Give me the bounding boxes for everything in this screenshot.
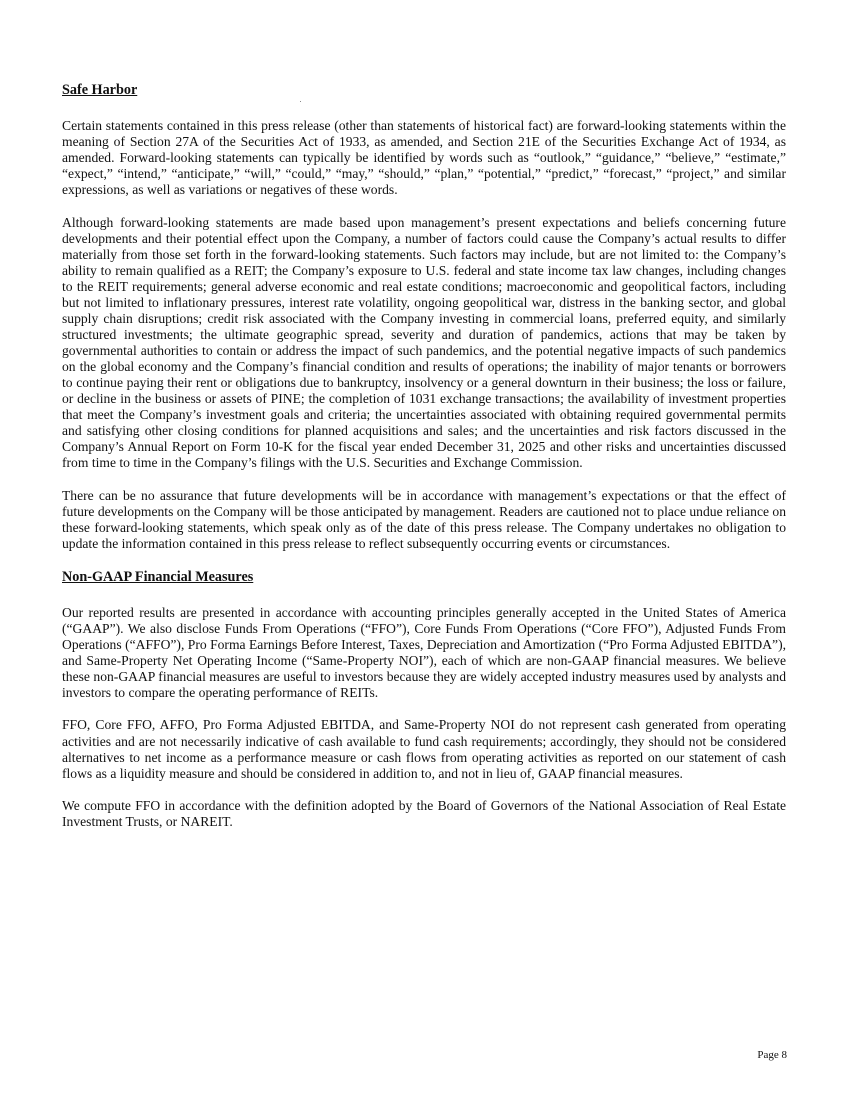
document-page: [62, 82, 786, 847]
paragraph: Although forward-looking statements are made based upon management’s present expectations and beliefs concerning future developments and their potential effect upon the Company, a number of factors could cause the Company’s actual results to differ materially from those set forth in the forward-looking statements. Such factors may include, but are not limited to: the Company’s ability to remain qualified as a REIT; the Company’s exposure to U.S. federal and state income tax law changes, including changes to the REIT requirements; general adverse economic and real estate conditions; macroeconomic and geopolitical factors, including but not limited to inflationary pressures, interest rate volatility, ongoing geopolitical war, distress in the banking sector, and global supply chain disruptions; credit risk associated with the Company investing in commercial loans, preferred equity, and similarly structured investments; the ultimate geographic spread, severity and duration of pandemics, actions that may be taken by governmental authorities to contain or address the impact of such pandemics, and the potential negative impacts of such pandemics on the global economy and the Company’s financial condition and results of operations; the inability of major tenants or borrowers to continue paying their rent or obligations due to bankruptcy, insolvency or a general downturn in their business; the loss or failure, or decline in the business or assets of PINE; the completion of 1031 exchange transactions; the availability of investment properties that meet the Company’s investment goals and criteria; the uncertainties associated with obtaining required governmental permits and satisfying other closing conditions for planned acquisitions and sales; and the uncertainties and risk factors discussed in the Company’s Annual Report on Form 10-K for the fiscal year ended December 31, 2025 and other risks and uncertainties discussed from time to time in the Company’s filings with the U.S. Securities and Exchange Commission.: [62, 214, 786, 471]
section-non-gaap: [62, 569, 786, 831]
paragraph: FFO, Core FFO, AFFO, Pro Forma Adjusted EBITDA, and Same-Property NOI do not represent cash generated from operating activities and are not necessarily indicative of cash available to fund cash requirements; accordingly, they should not be considered alternatives to net income as a performance measure or cash flows from operating activities as reported on our statement of cash flows as a liquidity measure and should be considered in addition to, and not in lieu of, GAAP financial measures.: [62, 717, 786, 781]
section-heading: Non-GAAP Financial Measures: [62, 568, 254, 585]
paragraph: Our reported results are presented in accordance with accounting principles generally accepted in the United States of America (“GAAP”). We also disclose Funds From Operations (“FFO”), Core Funds From Operations (“Core FFO”), Adjusted Funds From Operations (“AFFO”), Pro Forma Earnings Before Interest, Taxes, Depreciation and Amortization (“Pro Forma Adjusted EBITDA”), and Same-Property Net Operating Income (“Same-Property NOI”), each of which are non-GAAP financial measures. We believe these non-GAAP financial measures are useful to investors because they are widely accepted industry measures used by analysts and investors to compare the operating performance of REITs.: [62, 604, 786, 700]
paragraph: There can be no assurance that future developments will be in accordance with management’s expectations or that the effect of future developments on the Company will be those anticipated by management. Readers are cautioned not to place undue reliance on these forward-looking statements, which speak only as of the date of this press release. The Company undertakes no obligation to update the information contained in this press release to reflect subsequently occurring events or circumstances.: [62, 487, 786, 552]
section-safe-harbor: [62, 82, 786, 552]
paragraph: We compute FFO in accordance with the definition adopted by the Board of Governors of the National Association of Real Estate Investment Trusts, or NAREIT.: [62, 798, 786, 830]
paragraph: Certain statements contained in this press release (other than statements of historical fact) are forward-looking statements within the meaning of Section 27A of the Securities Act of 1933, as amended, and Section 21E of the Securities Exchange Act of 1934, as amended. Forward-looking statements can typically be identified by words such as “outlook,” “guidance,” “believe,” “estimate,” “expect,” “intend,” “anticipate,” “will,” “could,” “may,” “should,” “plan,” “potential,” “predict,” “forecast,” “project,” and similar expressions, as well as variations or negatives of these words.: [62, 118, 786, 198]
section-heading: Safe Harbor: [62, 82, 138, 98]
page-number: Page 8: [757, 1049, 787, 1061]
